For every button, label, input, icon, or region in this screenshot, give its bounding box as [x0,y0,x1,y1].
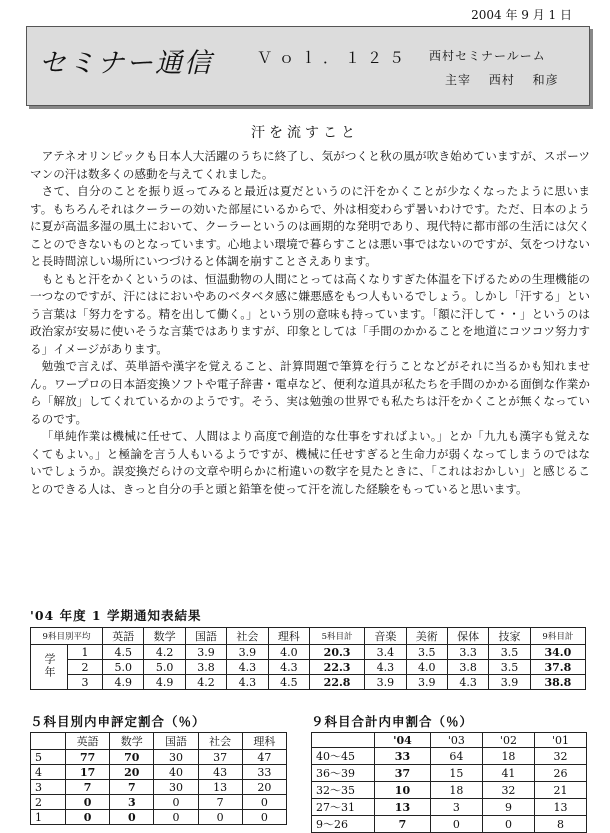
table-row [31,765,287,780]
table-cell: 15 [430,765,482,782]
table-cell: 0 [66,795,110,810]
table-cell: 38.8 [530,675,585,690]
table-cell: 20.3 [310,645,365,660]
table-cell: 40 [154,765,198,780]
table-cell: 41 [482,765,534,782]
table-cell: 4.5 [103,645,144,660]
column-header: 社会 [198,733,242,750]
table-cell: 22.3 [310,660,365,675]
table-cell: 3.4 [365,645,406,660]
column-header: 数学 [110,733,154,750]
table-cell: 20 [242,780,286,795]
table-cell: 0 [154,795,198,810]
corner-cell [31,733,66,750]
column-header: '02 [482,733,534,748]
newsletter-title: セミナー通信 [39,48,213,79]
table-cell: 3.9 [185,645,226,660]
table-cell: 3.5 [489,660,530,675]
table-row [312,765,587,782]
row-label: 36～39 [312,765,375,782]
table-cell: 4.9 [103,675,144,690]
table-cell: 0 [110,810,154,825]
column-header: 音楽 [365,628,406,645]
table-cell: 33 [242,765,286,780]
column-header: 国語 [154,733,198,750]
table-cell: 32 [534,748,586,765]
table-cell: 4.9 [144,675,185,690]
table-cell: 64 [430,748,482,765]
table-cell: 37.8 [530,660,585,675]
table-cell: 9 [482,799,534,816]
table-cell: 3.9 [489,675,530,690]
table-cell: 3.8 [185,660,226,675]
table-cell: 30 [154,780,198,795]
column-header: 英語 [103,628,144,645]
column-header: 理科 [242,733,286,750]
table-header-row [312,733,587,748]
row-label: 5 [31,750,66,765]
table-cell: 4.3 [447,675,488,690]
table-cell: 4.3 [268,660,309,675]
table-cell: 3.9 [365,675,406,690]
table-cell: 3.9 [406,675,447,690]
table-row [31,795,287,810]
newsletter-header [26,26,590,106]
table-cell: 7 [66,780,110,795]
column-header: 美術 [406,628,447,645]
column-header: '04 [375,733,431,748]
table-cell: 3.5 [489,645,530,660]
paragraph: もともと汗をかくというのは、恒温動物の人間にとっては高くなりすぎた体温を下げるための生理機能の一つなのですが、汗にはにおいやあのベタベタ感に嫌悪感をもつ人もいるでしょう。しかし「汗する」という言葉は「努力をする。精を出して働く。」という別の意味も持っています。「額に汗して・・」というのは政治家が安易に使いそうな言葉ではありますが、印象としては「手間のかかることを地道にコツコツ努力する」イメージがあります。 [30,271,590,356]
table-cell: 20 [110,765,154,780]
table-cell: 33 [375,748,431,765]
corner-cell [312,733,375,748]
table-cell: 32 [482,782,534,799]
table-cell: 13 [198,780,242,795]
table-cell: 7 [110,780,154,795]
column-header: 社会 [227,628,268,645]
column-header: 9科目計 [530,628,585,645]
table-cell: 4.2 [144,645,185,660]
table-cell: 7 [375,816,431,833]
table-cell: 3.3 [447,645,488,660]
grade-number: 2 [68,660,103,675]
row-label: 9～26 [312,816,375,833]
column-header: 理科 [268,628,309,645]
grade-number: 1 [68,645,103,660]
table-cell: 0 [154,810,198,825]
table-row [31,660,586,675]
subject-ratio-heading: ５科目別内申評定割合（％） [30,714,206,729]
paragraph: さて、自分のことを振り返ってみると最近は夏だというのに汗をかくことが少なくなったように思います。もちろんそれはクーラーの効いた部屋にいるからで、外は相変わらず暑いわけです。ただ、日本のように夏が高温多湿の風土において、クーラーというのは画期的な発明であり、現代特に都市部の生活には欠くことのできないものとなっています。心地よい環境で暮らすことは悪い事ではないのですが、気をつけないと長時間涼しい場所にいつづけると体調を崩すことさえあります。 [30,184,590,268]
total-ratio-heading: ９科目合計内申割合（％） [311,714,474,729]
column-header: 5科目計 [310,628,365,645]
table-cell: 43 [198,765,242,780]
table-cell: 13 [534,799,586,816]
column-header: '01 [534,733,586,748]
table-cell: 4.0 [406,660,447,675]
column-header: 技家 [489,628,530,645]
volume-number: Ｖｏｌ．１２５ [257,49,412,67]
table-row [31,780,287,795]
table-cell: 22.8 [310,675,365,690]
table-cell: 0 [66,810,110,825]
table-row [31,750,287,765]
table-cell: 4.3 [365,660,406,675]
table-cell: 4.2 [185,675,226,690]
table-row [312,816,587,833]
table-cell: 4.3 [227,660,268,675]
table-row [31,645,586,660]
grade-number: 3 [68,675,103,690]
row-label: 40～45 [312,748,375,765]
table-cell: 10 [375,782,431,799]
table-row [312,748,587,765]
row-label: 1 [31,810,66,825]
table-cell: 3.8 [447,660,488,675]
report-results-heading: '04 年度 1 学期通知表結果 [30,608,202,623]
table-cell: 5.0 [103,660,144,675]
table-cell: 18 [430,782,482,799]
grade-label: 学年 [31,645,68,690]
column-header: 国語 [185,628,226,645]
column-header: '03 [430,733,482,748]
table-cell: 3.5 [406,645,447,660]
table-cell: 0 [242,795,286,810]
table-cell: 0 [198,810,242,825]
table-row [31,810,287,825]
article-title: 汗を流すこと [251,125,359,141]
column-header: 保体 [447,628,488,645]
report-card-table [30,627,586,690]
table-cell: 34.0 [530,645,585,660]
table-cell: 4.0 [268,645,309,660]
table-header-row [31,733,287,750]
table-cell: 13 [375,799,431,816]
table-cell: 37 [375,765,431,782]
column-header: 数学 [144,628,185,645]
corner-label: 9科目別平均 [31,628,103,645]
row-label: 3 [31,780,66,795]
table-cell: 4.5 [268,675,309,690]
total-ratio-table [311,732,587,833]
table-cell: 26 [534,765,586,782]
organization-name: 西村セミナールーム [429,49,546,63]
table-cell: 8 [534,816,586,833]
table-cell: 70 [110,750,154,765]
table-cell: 3.9 [227,645,268,660]
column-header: 英語 [66,733,110,750]
table-cell: 37 [198,750,242,765]
table-cell: 17 [66,765,110,780]
host-name: 主宰 西村 和彦 [445,73,559,87]
table-row [31,675,586,690]
row-label: 4 [31,765,66,780]
table-cell: 3 [110,795,154,810]
table-cell: 3 [430,799,482,816]
table-row [312,782,587,799]
issue-date: 2004 年 9 月 1 日 [471,8,572,22]
table-cell: 0 [430,816,482,833]
table-cell: 5.0 [144,660,185,675]
table-cell: 0 [242,810,286,825]
table-cell: 4.3 [227,675,268,690]
table-cell: 21 [534,782,586,799]
paragraph: アテネオリンピックも日本人大活躍のうちに終了し、気がつくと秋の風が吹き始めていますが、スポーツマンの汗は数多くの感動を与えてくれました。 [30,149,590,181]
table-cell: 0 [482,816,534,833]
article-body [30,148,590,498]
paragraph: 勉強で言えば、英単語や漢字を覚えること、計算問題で筆算を行うことなどがそれに当るかも知れません。ワープロの日本語変換ソフトや電子辞書・電卓など、便利な道具が私たちを手間のかかる面倒な作業から「解放」してくれているかのようです。そう、実は勉強の世界でも私たちは汗をかくことが無くなっているのです。 [30,359,590,426]
table-cell: 47 [242,750,286,765]
table-cell: 30 [154,750,198,765]
row-label: 27～31 [312,799,375,816]
table-cell: 7 [198,795,242,810]
table-cell: 77 [66,750,110,765]
subject-ratio-table [30,732,287,825]
row-label: 32～35 [312,782,375,799]
paragraph: 「単純作業は機械に任せて、人間はより高度で創造的な仕事をすればよい。」とか「九九も漢字も覚えなくてもよい。」と極論を言う人もいるようですが、機械に任せすぎると生命力が弱くなってしまうのではないでしょうか。誤変換だらけの文章や明らかに桁違いの数字を見たときに、「これはおかしい」と感じることのできる人は、きっと自分の手と頭と鉛筆を使って汗を流した経験をもっていると思います。 [30,429,590,496]
table-cell: 18 [482,748,534,765]
row-label: 2 [31,795,66,810]
table-header-row [31,628,586,645]
